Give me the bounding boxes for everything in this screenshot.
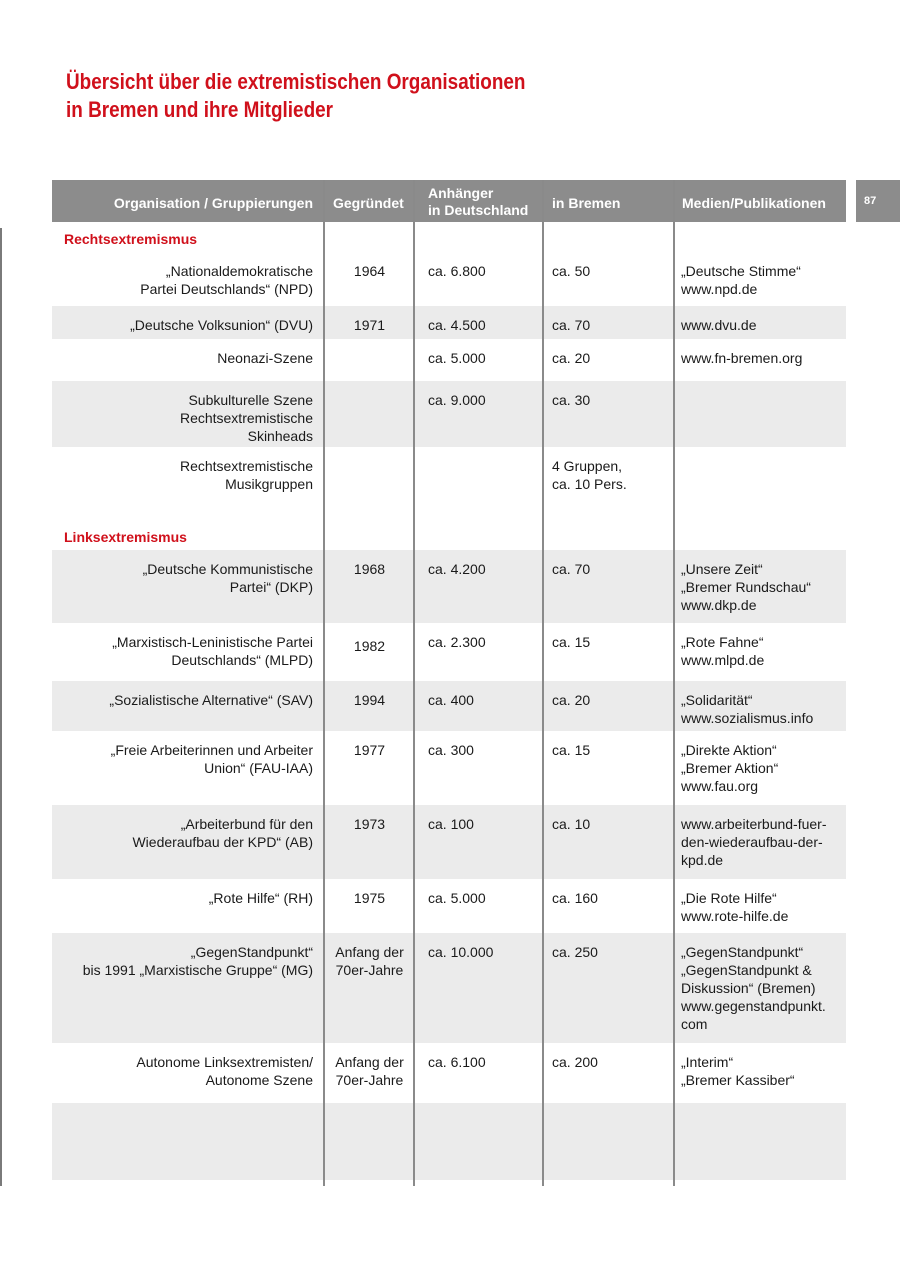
cell-bremen: ca. 30 (552, 392, 591, 408)
cell-anhaenger: ca. 5.000 (428, 350, 486, 366)
cell-anhaenger: ca. 400 (428, 692, 474, 708)
header-gegruendet: Gegründet (333, 195, 404, 211)
cell-anhaenger: ca. 5.000 (428, 890, 486, 906)
cell-organisation: „Deutsche Volksunion“ (DVU) (130, 317, 313, 333)
left-margin-rule (0, 228, 2, 1186)
column-divider (673, 180, 675, 1186)
cell-gegruendet: 1977 (353, 742, 386, 758)
column-divider (542, 180, 544, 1186)
cell-medien: „Deutsche Stimme“ www.npd.de (681, 263, 801, 297)
cell-bremen: ca. 200 (552, 1054, 598, 1070)
cell-organisation: „Sozialistische Alternative“ (SAV) (109, 692, 313, 708)
cell-medien: www.dvu.de (681, 317, 757, 333)
cell-bremen: ca. 160 (552, 890, 598, 906)
cell-organisation: „Freie Arbeiterinnen und Arbeiter Union“ (FAU-IAA) (110, 742, 313, 776)
cell-bremen: ca. 20 (552, 350, 591, 366)
header-anhaenger-line1: Anhänger (428, 185, 494, 201)
cell-anhaenger: ca. 300 (428, 742, 474, 758)
cell-bremen: ca. 250 (552, 944, 598, 960)
cell-bremen: ca. 15 (552, 634, 591, 650)
cell-medien: „Rote Fahne“ www.mlpd.de (681, 634, 765, 668)
table-row (52, 550, 846, 623)
header-organisation: Organisation / Gruppierungen (113, 195, 313, 211)
cell-gegruendet: 1964 (353, 263, 386, 279)
cell-bremen: ca. 15 (552, 742, 591, 758)
cell-medien: „Die Rote Hilfe“ www.rote-hilfe.de (681, 890, 789, 924)
cell-bremen: ca. 70 (552, 317, 591, 333)
page-title-line-1: Übersicht über die extremistischen Organisationen (66, 69, 526, 94)
cell-anhaenger: ca. 4.200 (428, 561, 486, 577)
column-divider (413, 180, 415, 1186)
cell-organisation: Autonome Linksextremisten/ Autonome Szene (136, 1054, 313, 1088)
cell-gegruendet: 1973 (353, 816, 386, 832)
cell-organisation: „Nationaldemokratische Partei Deutschlands“ (NPD) (140, 263, 313, 297)
cell-bremen: 4 Gruppen, ca. 10 Pers. (552, 458, 627, 492)
cell-gegruendet: Anfang der 70er-Jahre (335, 944, 404, 978)
section-title: Linksextremismus (64, 529, 187, 545)
table-row (52, 623, 846, 681)
cell-anhaenger: ca. 9.000 (428, 392, 486, 408)
cell-medien: „GegenStandpunkt“ „GegenStandpunkt & Diskussion“ (Bremen) www.gegenstandpunkt. com (681, 944, 826, 1032)
organisations-table (52, 180, 846, 1180)
table-row (52, 933, 846, 1043)
cell-organisation: „Rote Hilfe“ (RH) (208, 890, 313, 906)
table-header (52, 180, 846, 222)
cell-organisation: „GegenStandpunkt“ bis 1991 „Marxistische Gruppe“ (MG) (82, 944, 313, 978)
header-bremen: in Bremen (552, 195, 621, 211)
cell-medien: „Direkte Aktion“ „Bremer Aktion“ www.fau.org (681, 742, 779, 794)
page-number: 87 (864, 195, 877, 207)
page-title-line-2: in Bremen und ihre Mitglieder (66, 97, 334, 122)
cell-medien: www.fn-bremen.org (681, 350, 803, 366)
header-anhaenger (428, 185, 528, 219)
cell-bremen: ca. 20 (552, 692, 591, 708)
cell-medien: „Solidarität“ www.sozialismus.info (681, 692, 814, 726)
header-medien: Medien/Publikationen (682, 195, 826, 211)
cell-anhaenger: ca. 100 (428, 816, 474, 832)
cell-organisation: Neonazi-Szene (217, 350, 313, 366)
cell-gegruendet: 1971 (353, 317, 386, 333)
cell-gegruendet: 1975 (353, 890, 386, 906)
table-row (52, 447, 846, 520)
cell-medien: www.arbeiterbund-fuer- den-wiederaufbau-der- kpd.de (681, 816, 827, 868)
cell-organisation: „Marxistisch-Leninistische Partei Deutschlands“ (MLPD) (112, 634, 313, 668)
cell-gegruendet: 1982 (353, 638, 386, 654)
cell-gegruendet: 1994 (353, 692, 386, 708)
table-row (52, 1043, 846, 1103)
column-divider (323, 180, 325, 1186)
cell-medien: „Interim“ „Bremer Kassiber“ (681, 1054, 795, 1088)
cell-anhaenger: ca. 4.500 (428, 317, 486, 333)
cell-anhaenger: ca. 6.800 (428, 263, 486, 279)
cell-organisation: „Deutsche Kommunistische Partei“ (DKP) (142, 561, 313, 595)
header-anhaenger-line2: in Deutschland (428, 202, 529, 218)
table-row (52, 681, 846, 731)
cell-gegruendet: Anfang der 70er-Jahre (335, 1054, 404, 1088)
cell-medien: „Unsere Zeit“ „Bremer Rundschau“ www.dkp.de (681, 561, 811, 613)
cell-anhaenger: ca. 10.000 (428, 944, 494, 960)
section-heading-rechts (52, 222, 846, 252)
cell-anhaenger: ca. 6.100 (428, 1054, 486, 1070)
cell-bremen: ca. 70 (552, 561, 591, 577)
cell-anhaenger: ca. 2.300 (428, 634, 486, 650)
table-row-empty (52, 1103, 846, 1180)
cell-organisation: „Arbeiterbund für den Wiederaufbau der KPD“ (AB) (132, 816, 313, 850)
page-title (66, 68, 525, 124)
table-row (52, 381, 846, 447)
cell-gegruendet: 1968 (353, 561, 386, 577)
table-row (52, 339, 846, 381)
cell-organisation: Rechtsextremistische Musikgruppen (179, 458, 313, 492)
cell-organisation: Subkulturelle Szene Rechtsextremistische Skinheads (179, 392, 313, 444)
table-body (52, 222, 846, 1180)
cell-bremen: ca. 10 (552, 816, 591, 832)
page-number-tab (856, 180, 900, 222)
table-row (52, 731, 846, 805)
table-row (52, 879, 846, 933)
section-title: Rechtsextremismus (64, 231, 198, 247)
cell-bremen: ca. 50 (552, 263, 591, 279)
table-row (52, 306, 846, 339)
table-row (52, 805, 846, 879)
section-heading-links (52, 520, 846, 550)
table-row (52, 252, 846, 306)
